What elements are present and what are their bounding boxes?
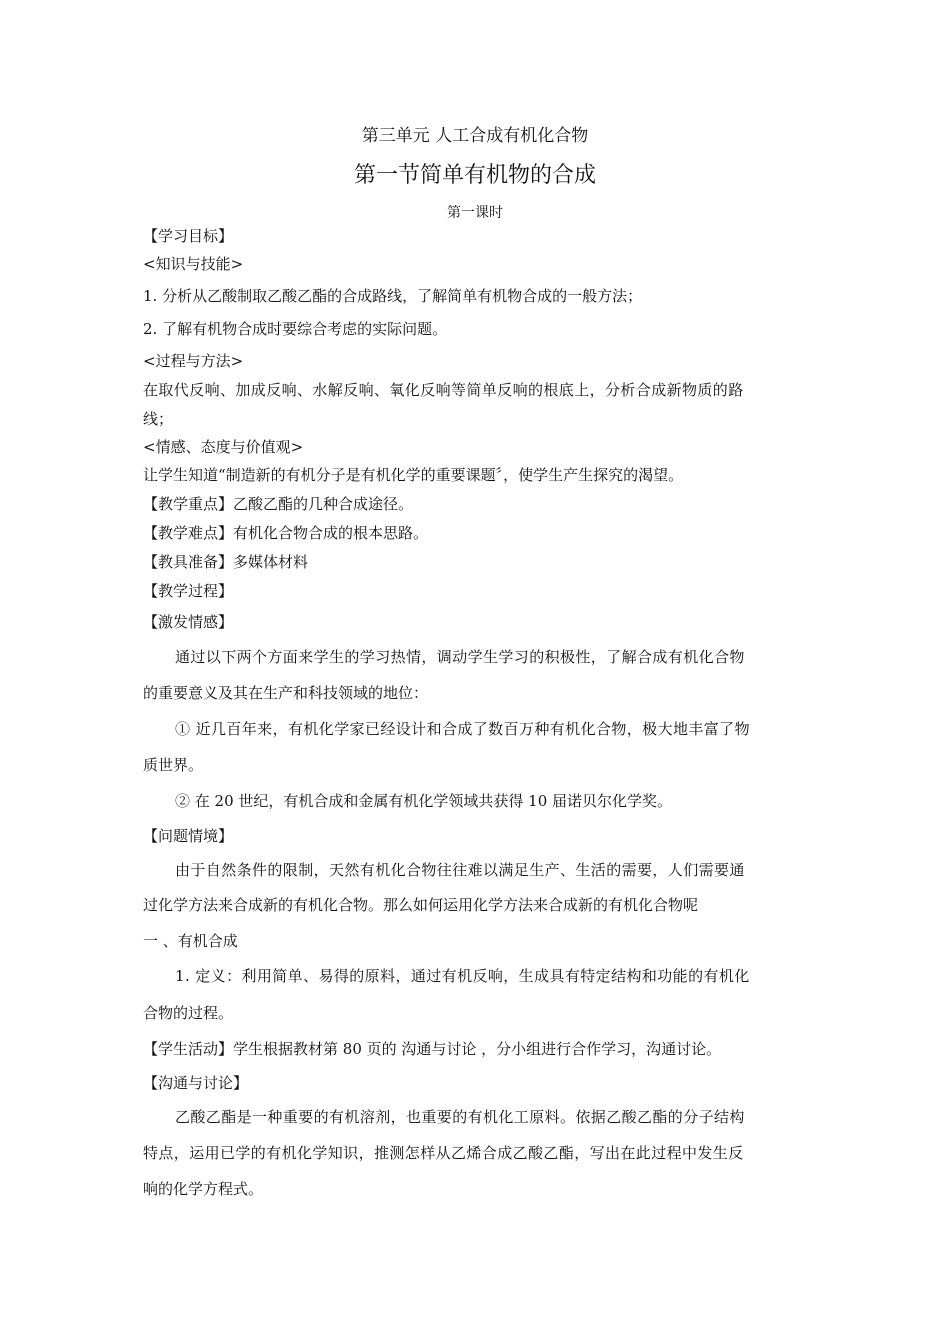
key-point: 【教学重点】乙酸乙酯的几种合成途径。	[143, 495, 414, 513]
knowledge-item-2: 2. 了解有机物合成时要综合考虑的实际问题。	[143, 320, 448, 338]
student-activity: 【学生活动】学生根据教材第 80 页的 沟通与讨论 ，分小组进行合作学习，沟通讨论。	[143, 1040, 722, 1058]
discuss-line-3: 响的化学方程式。	[143, 1180, 264, 1198]
difficulty: 【教学难点】有机化合物合成的根本思路。	[143, 524, 429, 542]
motivate-paragraph-2-line-2: 质世界。	[143, 756, 204, 774]
goals-header: 【学习目标】	[143, 227, 234, 245]
discuss-line-2: 特点，运用已学的有机化学知识，推测怎样从乙烯合成乙酸乙酯，写出在此过程中发生反	[143, 1144, 744, 1162]
process-header: <过程与方法>	[143, 352, 244, 370]
motivate-paragraph-2-line-1: ① 近几百年来，有机化学家已经设计和合成了数百万种有机化合物，极大地丰富了物	[175, 720, 750, 738]
motivate-paragraph-3: ② 在 20 世纪，有机合成和金属有机化学领域共获得 10 届诺贝尔化学奖。	[175, 792, 673, 810]
problem-line-2: 过化学方法来合成新的有机化合物。那么如何运用化学方法来合成新的有机化合物呢	[143, 896, 699, 914]
process-title: 【教学过程】	[143, 582, 234, 600]
knowledge-item-1: 1. 分析从乙酸制取乙酸乙酯的合成路线，了解简单有机物合成的一般方法；	[143, 287, 643, 305]
tools: 【教具准备】多媒体材料	[143, 553, 309, 571]
motivate-title: 【激发情感】	[143, 613, 234, 631]
process-text-line-2: 线；	[143, 410, 174, 428]
definition-line-1: 1. 定义：利用简单、易得的原料，通过有机反响，生成具有特定结构和功能的有机化	[175, 967, 750, 985]
problem-title: 【问题情境】	[143, 827, 234, 845]
lesson-label: 第一课时	[447, 205, 503, 221]
motivate-paragraph-1-line-1: 通过以下两个方面来学生的学习热情，调动学生学习的积极性，了解合成有机化合物	[175, 648, 745, 666]
emotion-text: 让学生知道“制造新的有机分子是有机化学的重要课题〞，使学生产生探究的渴望。	[143, 466, 684, 484]
knowledge-header: <知识与技能>	[143, 255, 244, 273]
section-1-title: 一 、有机合成	[143, 932, 238, 950]
discuss-line-1: 乙酸乙酯是一种重要的有机溶剂，也重要的有机化工原料。依据乙酸乙酯的分子结构	[175, 1108, 745, 1126]
definition-line-2: 合物的过程。	[143, 1004, 234, 1022]
section-title: 第一节简单有机物的合成	[353, 163, 596, 188]
emotion-header: <情感、态度与价值观>	[143, 438, 304, 456]
process-text-line-1: 在取代反响、加成反响、水解反响、氧化反响等简单反响的根底上，分析合成新物质的路	[143, 381, 744, 399]
problem-line-1: 由于自然条件的限制，天然有机化合物往往难以满足生产、生活的需要，人们需要通	[175, 861, 745, 879]
discuss-title: 【沟通与讨论】	[143, 1074, 249, 1092]
motivate-paragraph-1-line-2: 的重要意义及其在生产和科技领域的地位：	[143, 684, 429, 702]
unit-title: 第三单元 人工合成有机化合物	[361, 126, 589, 146]
